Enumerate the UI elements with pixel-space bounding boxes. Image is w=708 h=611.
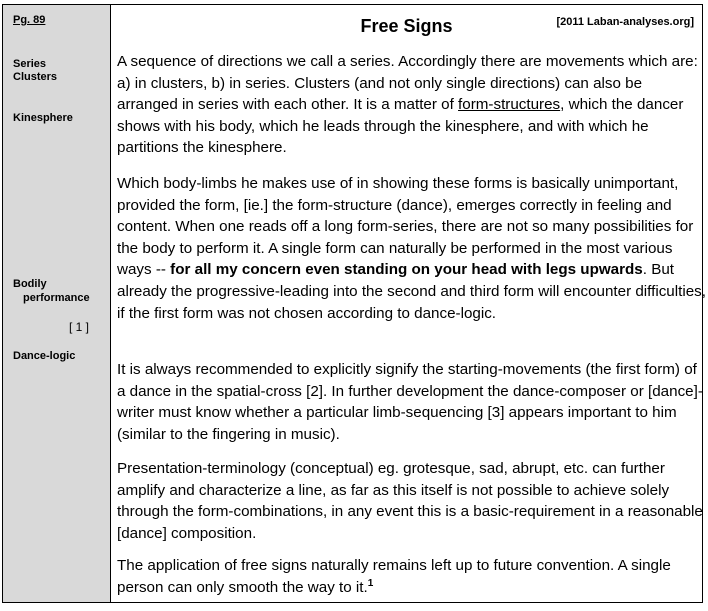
source-credit: [2011 Laban-analyses.org] — [556, 16, 694, 28]
page-title: Free Signs — [360, 16, 453, 36]
footnote-superscript: 1 — [367, 577, 374, 589]
paragraph-text: A sequence of directions we call a series. Accordingly there are movements which are: a) in clusters, b) in series. Clusters (and not only single directions) can also be arranged in series with each other. It is a matter of — [117, 53, 698, 114]
margin-label-clusters: Clusters — [13, 71, 58, 83]
emphasis-text: for all my concern even standing on your head with legs upwards — [170, 261, 643, 279]
page-frame — [2, 4, 706, 603]
margin-label-dance-logic: Dance-logic — [13, 350, 76, 362]
paragraph-body-limbs — [117, 173, 707, 324]
margin-label-bodily: Bodily — [13, 278, 47, 290]
paragraph-text: Which body-limbs he makes use of in showing these forms is basically unimportant, provided the form, [ie.] the form-structure (dance), emerges correctly in feeling and content. When one reads off a long form-series, there are not so many possibilities for the body to perform it. A single form can naturally be performed in the most various ways -- — [117, 175, 694, 279]
page-reference: Pg. 89 — [13, 14, 46, 26]
paragraph-text: . But already the progressive-leading into the second and third form will encounter difficulties, if the first form was not chosen according to dance-logic. — [117, 261, 706, 322]
form-structures-term: form-structures — [458, 96, 561, 114]
paragraph-starting-movements: It is always recommended to explicitly signify the starting-movements (the first form) of a dance in the spatial-cross [2]. In further development the dance-composer or [dance]-writer must know whether a particular limb-sequencing [3] appears important to him (similar to the fingering in music). — [117, 361, 703, 443]
paragraph-text: The application of free signs naturally remains left up to future convention. A single person can only smooth the way to it. — [117, 557, 671, 596]
paragraph-series — [117, 51, 707, 159]
margin-label-kinesphere: Kinesphere — [13, 112, 73, 124]
margin-label-series: Series — [13, 58, 47, 70]
footnote-reference: [ 1 ] — [69, 320, 90, 334]
paragraph-text: , which the dancer shows with his body, which he leads through the kinesphere, and with which he partitions the kinesphere. — [117, 96, 684, 157]
main-content — [111, 5, 706, 602]
paragraph-presentation-terminology: Presentation-terminology (conceptual) eg. grotesque, sad, abrupt, etc. can further amplify and characterize a line, as far as this itself is not possible to achieve solely through the form-combinations, in any event this is a basic-requirement in a reasonable [dance] composition. — [117, 460, 703, 542]
paragraph-free-signs — [117, 555, 707, 598]
margin-label-performance: performance — [23, 292, 90, 304]
margin-sidebar — [3, 5, 111, 602]
